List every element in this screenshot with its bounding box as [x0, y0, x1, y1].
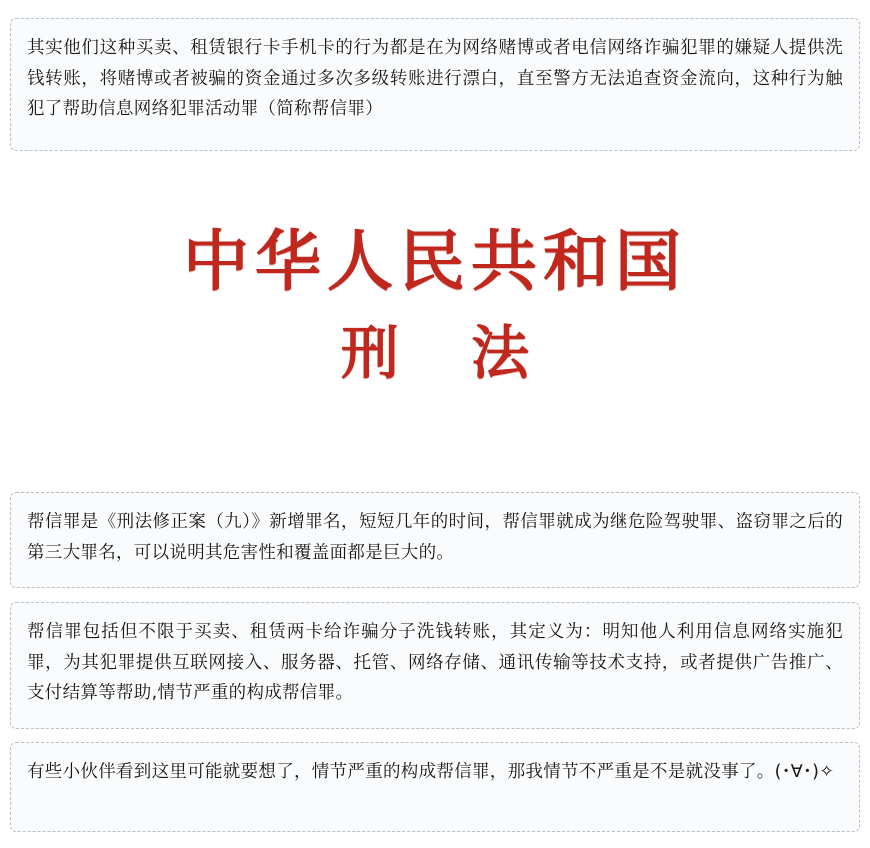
text-box-definition-origin	[10, 492, 860, 588]
text-box-question	[10, 742, 860, 832]
paragraph-2: 帮信罪包括但不限于买卖、租赁两卡给诈骗分子洗钱转账，其定义为：明知他人利用信息网络实施犯罪，为其犯罪提供互联网接入、服务器、托管、网络存储、通讯传输等技术支持，或者提供广告推广、支付结算等帮助,情节严重的构成帮信罪。	[27, 622, 843, 704]
intro-text-box	[10, 18, 860, 151]
paragraph-1: 帮信罪是《刑法修正案（九）》新增罪名，短短几年的时间，帮信罪就成为继危险驾驶罪、盗窃罪之后的第三大罪名，可以说明其危害性和覆盖面都是巨大的。	[27, 512, 843, 563]
text-box-definition-scope	[10, 602, 860, 729]
book-title-sub: 刑 法	[340, 318, 556, 387]
book-title-main: 中华人民共和国	[183, 222, 687, 300]
intro-paragraph: 其实他们这种买卖、租赁银行卡手机卡的行为都是在为网络赌博或者电信网络诈骗犯罪的嫌疑人提供洗钱转账，将赌博或者被骗的资金通过多次多级转账进行漂白，直至警方无法追查资金流向，这种行为触犯了帮助信息网络犯罪活动罪（简称帮信罪）	[27, 38, 843, 120]
criminal-law-book-cover	[10, 185, 860, 450]
paragraph-3: 有些小伙伴看到这里可能就要想了，情节严重的构成帮信罪，那我情节不严重是不是就没事了。(･∀･)✧	[27, 762, 835, 782]
